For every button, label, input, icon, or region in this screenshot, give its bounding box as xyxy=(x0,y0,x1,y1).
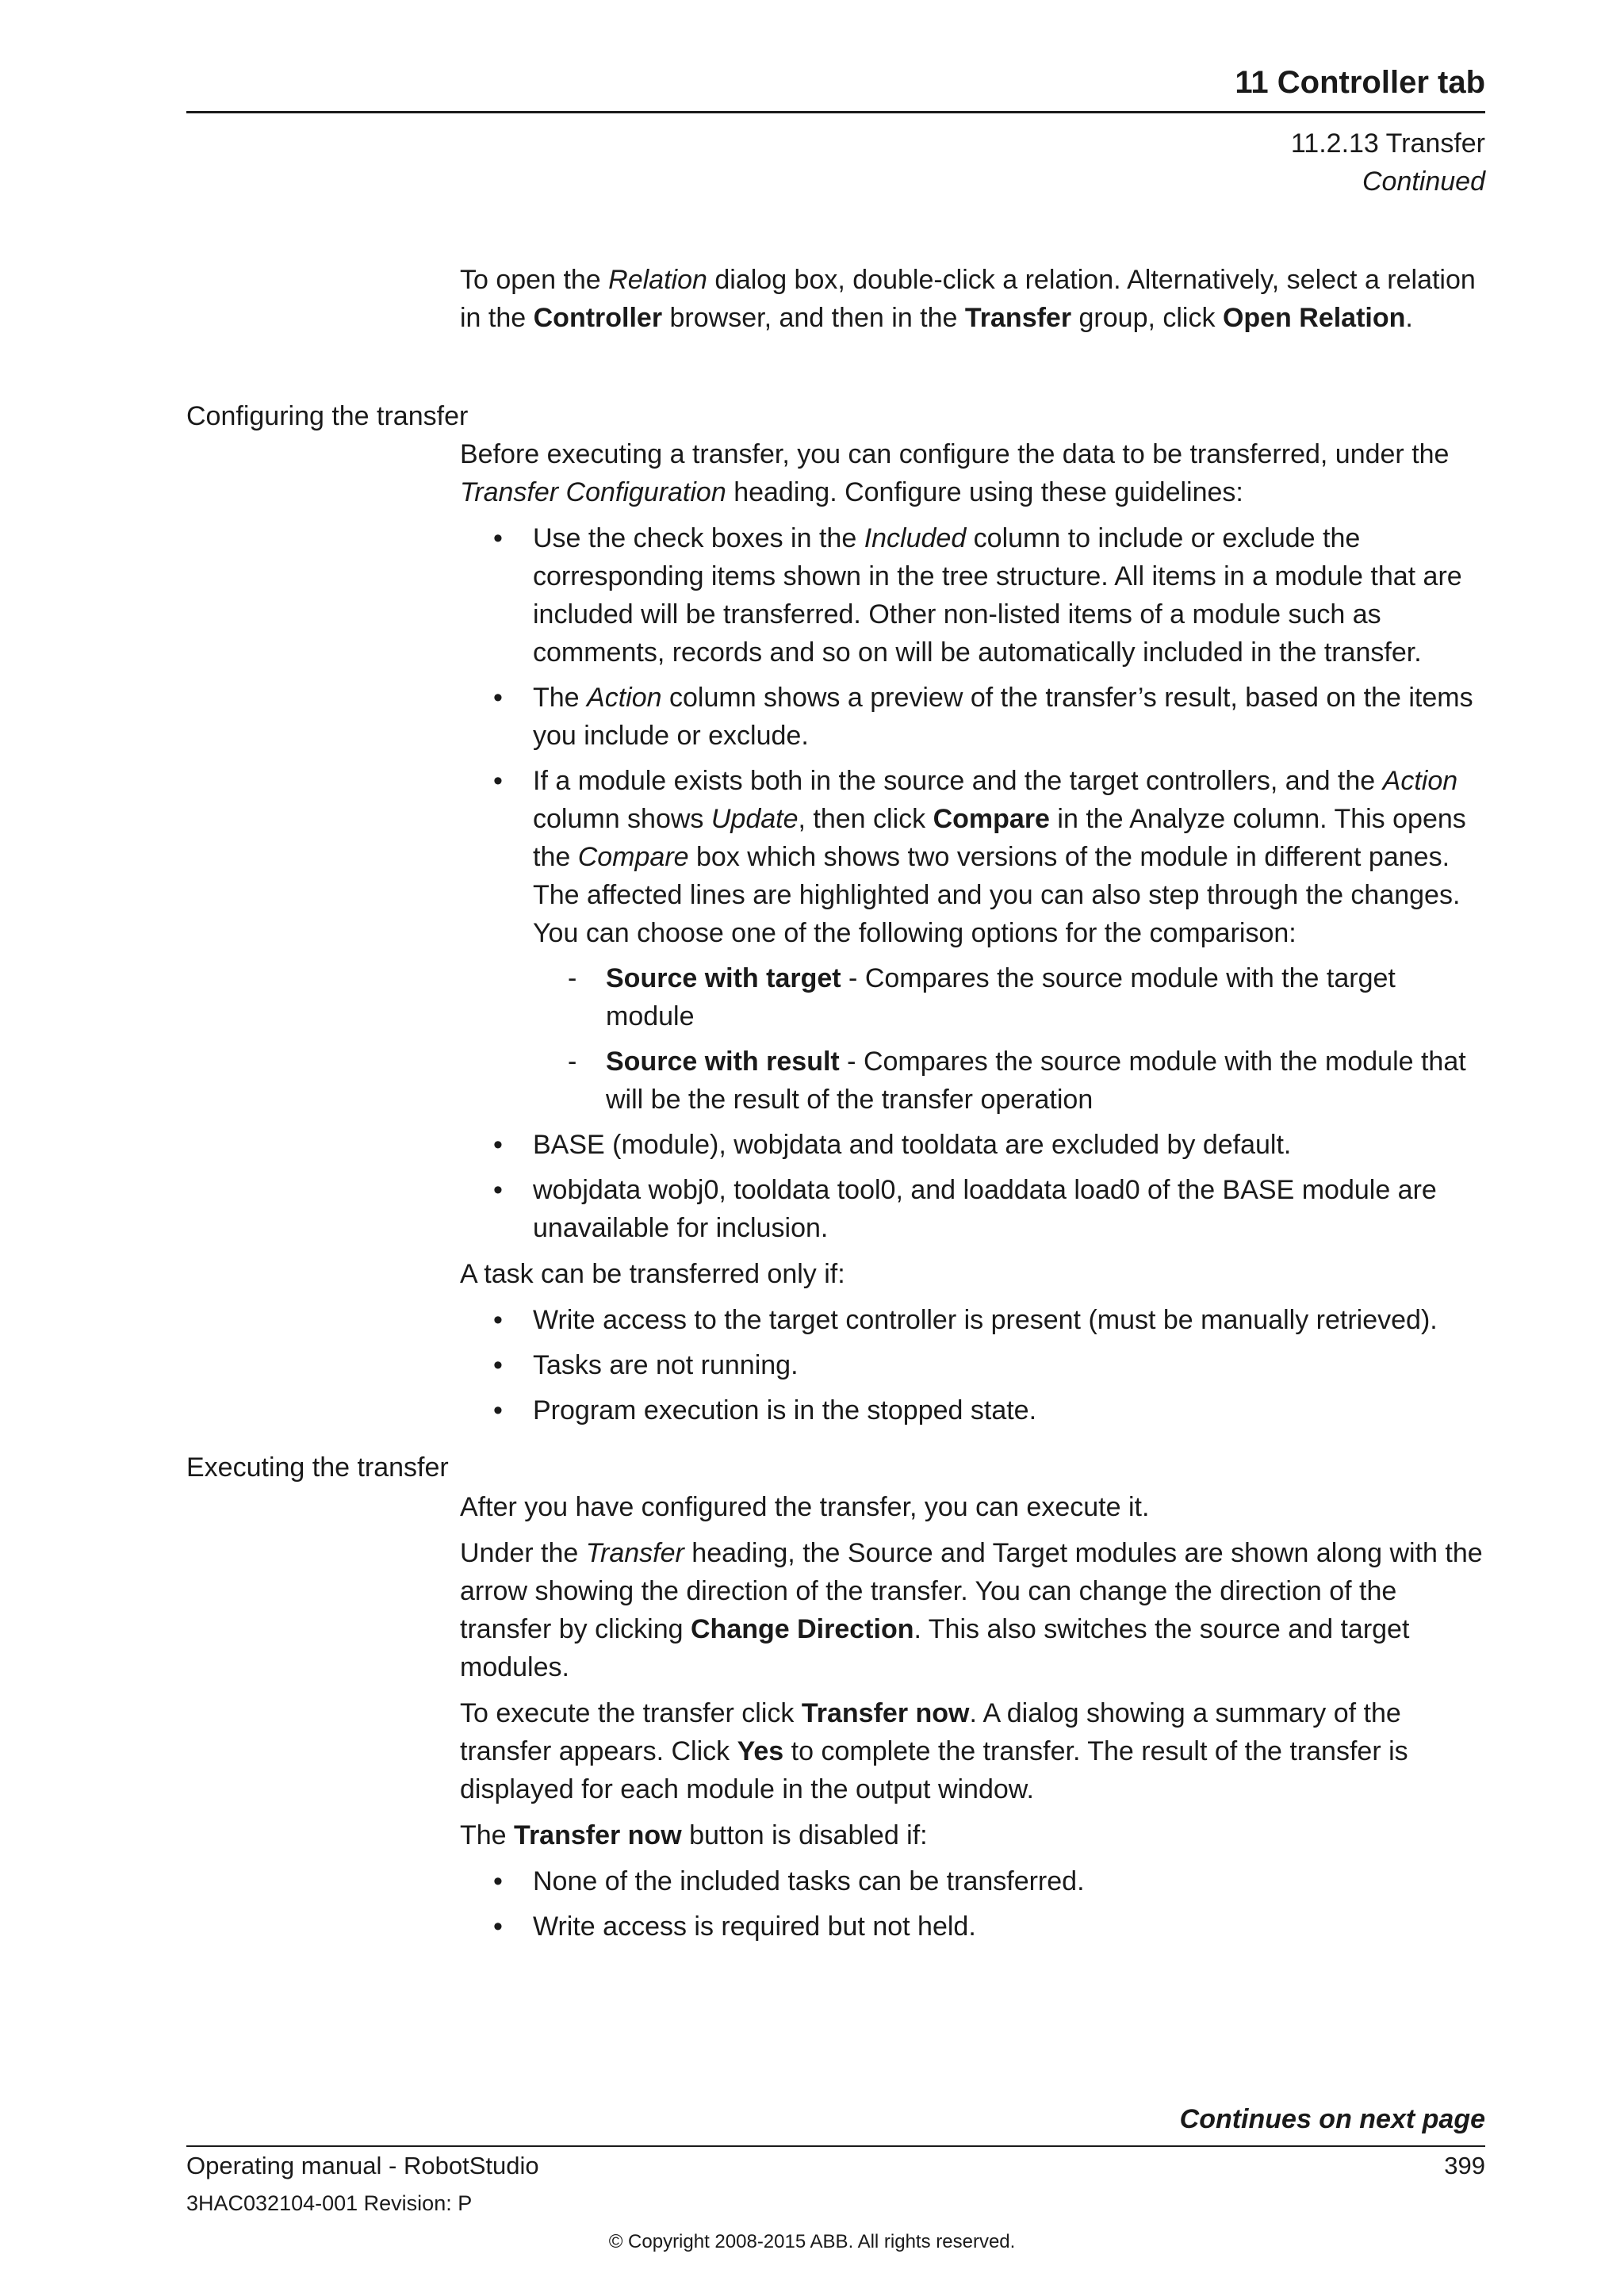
manual-name: Operating manual - RobotStudio xyxy=(186,2152,539,2179)
task-conditions-list xyxy=(460,1301,1487,1429)
document-id: 3HAC032104-001 Revision: P xyxy=(186,2191,473,2215)
list-item: • Tasks are not running. xyxy=(460,1346,1487,1384)
executing-section xyxy=(460,1488,1487,1954)
page-number: 399 xyxy=(1444,2152,1485,2179)
section-reference: 11.2.13 Transfer xyxy=(1290,128,1485,159)
bullet-icon: • xyxy=(493,1175,503,1205)
task-conditions-intro: A task can be transferred only if: xyxy=(460,1259,845,1289)
disabled-conditions-list xyxy=(460,1862,1487,1946)
executing-paragraph-1: After you have configured the transfer, you can execute it. xyxy=(460,1492,1150,1522)
executing-paragraph-4: The Transfer now button is disabled if: xyxy=(460,1820,928,1850)
list-item: • Write access is required but not held. xyxy=(460,1908,1487,1946)
bullet-icon: • xyxy=(493,1350,503,1380)
list-item: • Write access to the target controller is present (must be manually retrieved). xyxy=(460,1301,1487,1339)
list-item: • If a module exists both in the source and the target controllers, and the Action column shows Update, then click Compare in the Analyze column. This opens the Compare box which shows two versions of the module in different panes. The affected lines are highlighted and you can also step through the changes. You can choose one of the following options for the comparison: - Source with target - Compares the source module with the target module - Source with result - Compares the source module with the module that will be the result of the transfer operation xyxy=(460,762,1487,1119)
copyright-notice: © Copyright 2008-2015 ABB. All rights reserved. xyxy=(608,2231,1016,2252)
list-item: • Use the check boxes in the Included column to include or exclude the corresponding items shown in the tree structure. All items in a module that are included will be transferred. Other non-listed items of a module such as comments, records and so on will be automatically included in the transfer. xyxy=(460,519,1487,672)
bullet-icon: • xyxy=(493,766,503,796)
relation-term: Relation xyxy=(608,265,707,295)
configuring-paragraph: Before executing a transfer, you can configure the data to be transferred, under the Transfer Configuration heading. Configure using these guidelines: xyxy=(460,439,1450,507)
intro-block xyxy=(460,261,1487,345)
configuring-section xyxy=(460,435,1487,1437)
footer-rule xyxy=(186,2145,1485,2147)
list-item: • None of the included tasks can be transferred. xyxy=(460,1862,1487,1900)
bullet-icon: • xyxy=(493,523,503,553)
chapter-title: 11 Controller tab xyxy=(1235,65,1485,100)
dash-icon: - xyxy=(568,963,577,993)
list-item: - Source with result - Compares the source module with the module that will be the result of the transfer operation xyxy=(533,1043,1487,1119)
executing-heading: Executing the transfer xyxy=(186,1452,449,1483)
transfer-term: Transfer xyxy=(964,303,1072,333)
open-relation-term: Open Relation xyxy=(1222,303,1406,333)
list-item: - Source with target - Compares the source module with the target module xyxy=(533,959,1487,1035)
list-item: • BASE (module), wobjdata and tooldata are excluded by default. xyxy=(460,1126,1487,1164)
continues-on-next-page: Continues on next page xyxy=(1179,2104,1485,2134)
configuring-heading: Configuring the transfer xyxy=(186,401,469,431)
comparison-options-list xyxy=(533,959,1487,1119)
list-item: • wobjdata wobj0, tooldata tool0, and loaddata load0 of the BASE module are unavailable for inclusion. xyxy=(460,1171,1487,1247)
controller-term: Controller xyxy=(533,303,663,333)
bullet-icon: • xyxy=(493,1866,503,1896)
executing-paragraph-3: To execute the transfer click Transfer now. A dialog showing a summary of the transfer appears. Click Yes to complete the transfer. The result of the transfer is displayed for each module in the output window. xyxy=(460,1698,1408,1804)
dash-icon: - xyxy=(568,1047,577,1077)
intro-paragraph: To open the Relation dialog box, double-click a relation. Alternatively, select a relation in the Controller browser, and then in the Transfer group, click Open Relation. xyxy=(460,265,1476,333)
bullet-icon: • xyxy=(493,1395,503,1425)
header-rule xyxy=(186,111,1485,113)
guidelines-list xyxy=(460,519,1487,1247)
list-item: • Program execution is in the stopped state. xyxy=(460,1391,1487,1429)
bullet-icon: • xyxy=(493,1130,503,1160)
continued-label: Continued xyxy=(1362,166,1485,197)
bullet-icon: • xyxy=(493,1305,503,1335)
bullet-icon: • xyxy=(493,1911,503,1942)
executing-paragraph-2: Under the Transfer heading, the Source and Target modules are shown along with the arrow showing the direction of the transfer. You can change the direction of the transfer by clicking Change Direction. This also switches the source and target modules. xyxy=(460,1538,1483,1682)
list-item: • The Action column shows a preview of the transfer’s result, based on the items you include or exclude. xyxy=(460,679,1487,755)
bullet-icon: • xyxy=(493,683,503,713)
